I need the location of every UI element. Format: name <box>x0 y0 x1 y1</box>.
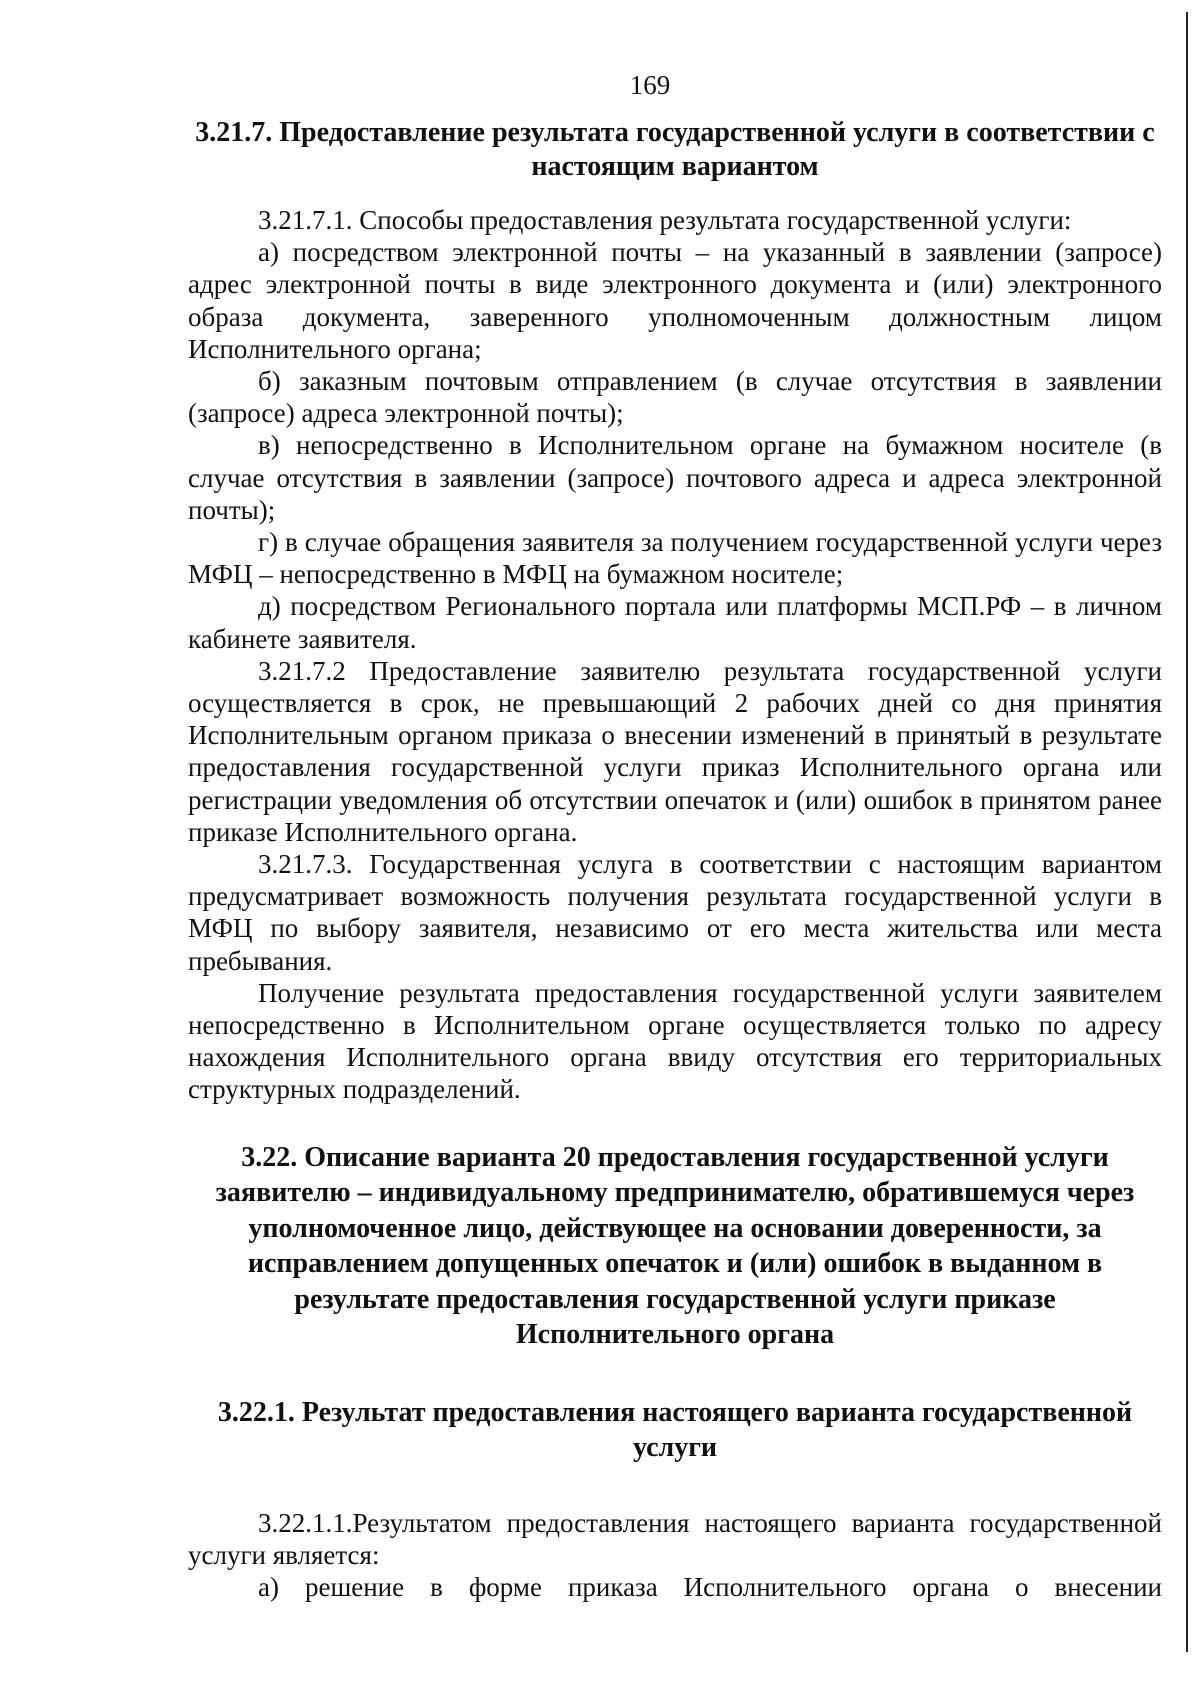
paragraph-item-g: г) в случае обращения заявителя за получением государственной услуги через МФЦ – непосредственно в МФЦ на бумажном носителе; <box>188 527 1162 590</box>
section-3-22-1-heading: 3.22.1. Результат предоставления настоящего варианта государственной услуги <box>217 1396 1133 1463</box>
spacer <box>188 1106 1162 1140</box>
paragraph-item-d: д) посредством Регионального портала или платформы МСП.РФ – в личном кабинете заявителя. <box>188 591 1162 654</box>
page-edge-line <box>1186 12 1188 1652</box>
paragraph-item-a: а) посредством электронной почты – на указанный в заявлении (запросе) адрес электронной почты в виде электронного документа и (или) электронного образа документа, заверенного уполномоченным должностным лицом Исполнительного органа; <box>188 237 1162 364</box>
spacer <box>188 184 1162 204</box>
document-body <box>188 116 1162 1603</box>
spacer <box>188 1465 1162 1507</box>
spacer <box>188 1353 1162 1395</box>
paragraph-item-b: б) заказным почтовым отправлением (в случае отсутствия в заявлении (запросе) адреса электронной почты); <box>188 366 1162 429</box>
section-3-22-heading: 3.22. Описание варианта 20 предоставления государственной услуги заявителю – индивидуальному предпринимателю, обратившемуся через уполномоченное лицо, действующее на основании доверенности, за исправлением допущенных опечаток и (или) ошибок в выданном в результате предоставления государственной услуги приказе Исполнительного органа <box>215 1141 1135 1351</box>
section-3-21-7-heading: 3.21.7. Предоставление результата государственной услуги в соответствии с настоящим вариантом <box>195 117 1155 182</box>
paragraph-3-21-7-3: 3.21.7.3. Государственная услуга в соответствии с настоящим вариантом предусматривает возможность получения результата государственной услуги в МФЦ по выбору заявителя, независимо от его места жительства или места пребывания. <box>188 849 1162 976</box>
page-number: 169 <box>629 70 671 100</box>
paragraph-3-21-7-2: 3.21.7.2 Предоставление заявителю результата государственной услуги осуществляется в срок, не превышающий 2 рабочих дней со дня принятия Исполнительным органом приказа о внесении изменений в принятый в результате предоставления государственной услуги приказ Исполнительного органа или регистрации уведомления об отсутствии опечаток и (или) ошибок в принятом ранее приказе Исполнительного органа. <box>188 655 1162 847</box>
paragraph-3-22-item-a: а) решение в форме приказа Исполнительного органа о внесении <box>258 1572 1162 1603</box>
paragraph-3-22-1-1: 3.22.1.1.Результатом предоставления настоящего варианта государственной услуги является: <box>188 1507 1162 1570</box>
paragraph-item-v: в) непосредственно в Исполнительном органе на бумажном носителе (в случае отсутствия в заявлении (запросе) почтового адреса и адреса электронной почты); <box>188 430 1162 525</box>
paragraph-3-21-7-1: 3.21.7.1. Способы предоставления результата государственной услуги: <box>258 205 1072 235</box>
paragraph-result-receipt: Получение результата предоставления государственной услуги заявителем непосредственно в Исполнительном органе осуществляется только по адресу нахождения Исполнительного органа ввиду отсутствия его территориальных структурных подразделений. <box>188 977 1162 1105</box>
